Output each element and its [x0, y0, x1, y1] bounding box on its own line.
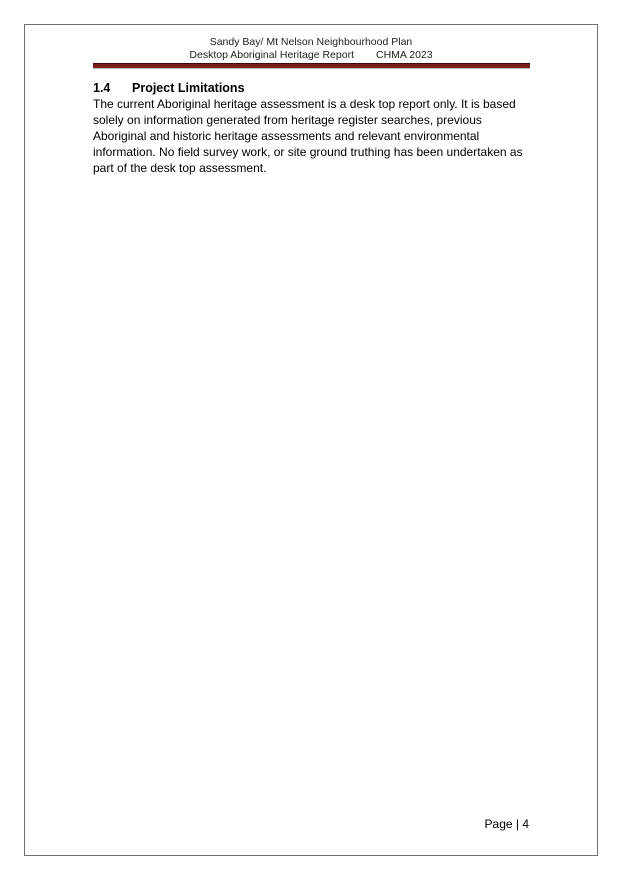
document-page — [24, 24, 598, 856]
section-title: Project Limitations — [132, 81, 245, 95]
header-divider — [93, 63, 530, 69]
section-number: 1.4 — [93, 81, 111, 95]
header-report-name: Desktop Aboriginal Heritage Report — [189, 49, 354, 61]
header-title: Sandy Bay/ Mt Nelson Neighbourhood Plan — [209, 36, 413, 48]
section-body: The current Aboriginal heritage assessment is a desk top report only. It is based solely on information generated from heritage register searches, previous Aboriginal and historic heritage assessments and relevant environmental information. No field survey work, or site ground truthing has been undertaken as part of the desk top assessment. — [93, 97, 523, 175]
section-heading — [93, 80, 533, 96]
page-number: Page | 4 — [484, 817, 529, 831]
section-project-limitations — [93, 80, 533, 176]
header-subtitle — [25, 49, 597, 62]
page-header — [25, 36, 597, 62]
header-author-year: CHMA 2023 — [375, 49, 433, 61]
